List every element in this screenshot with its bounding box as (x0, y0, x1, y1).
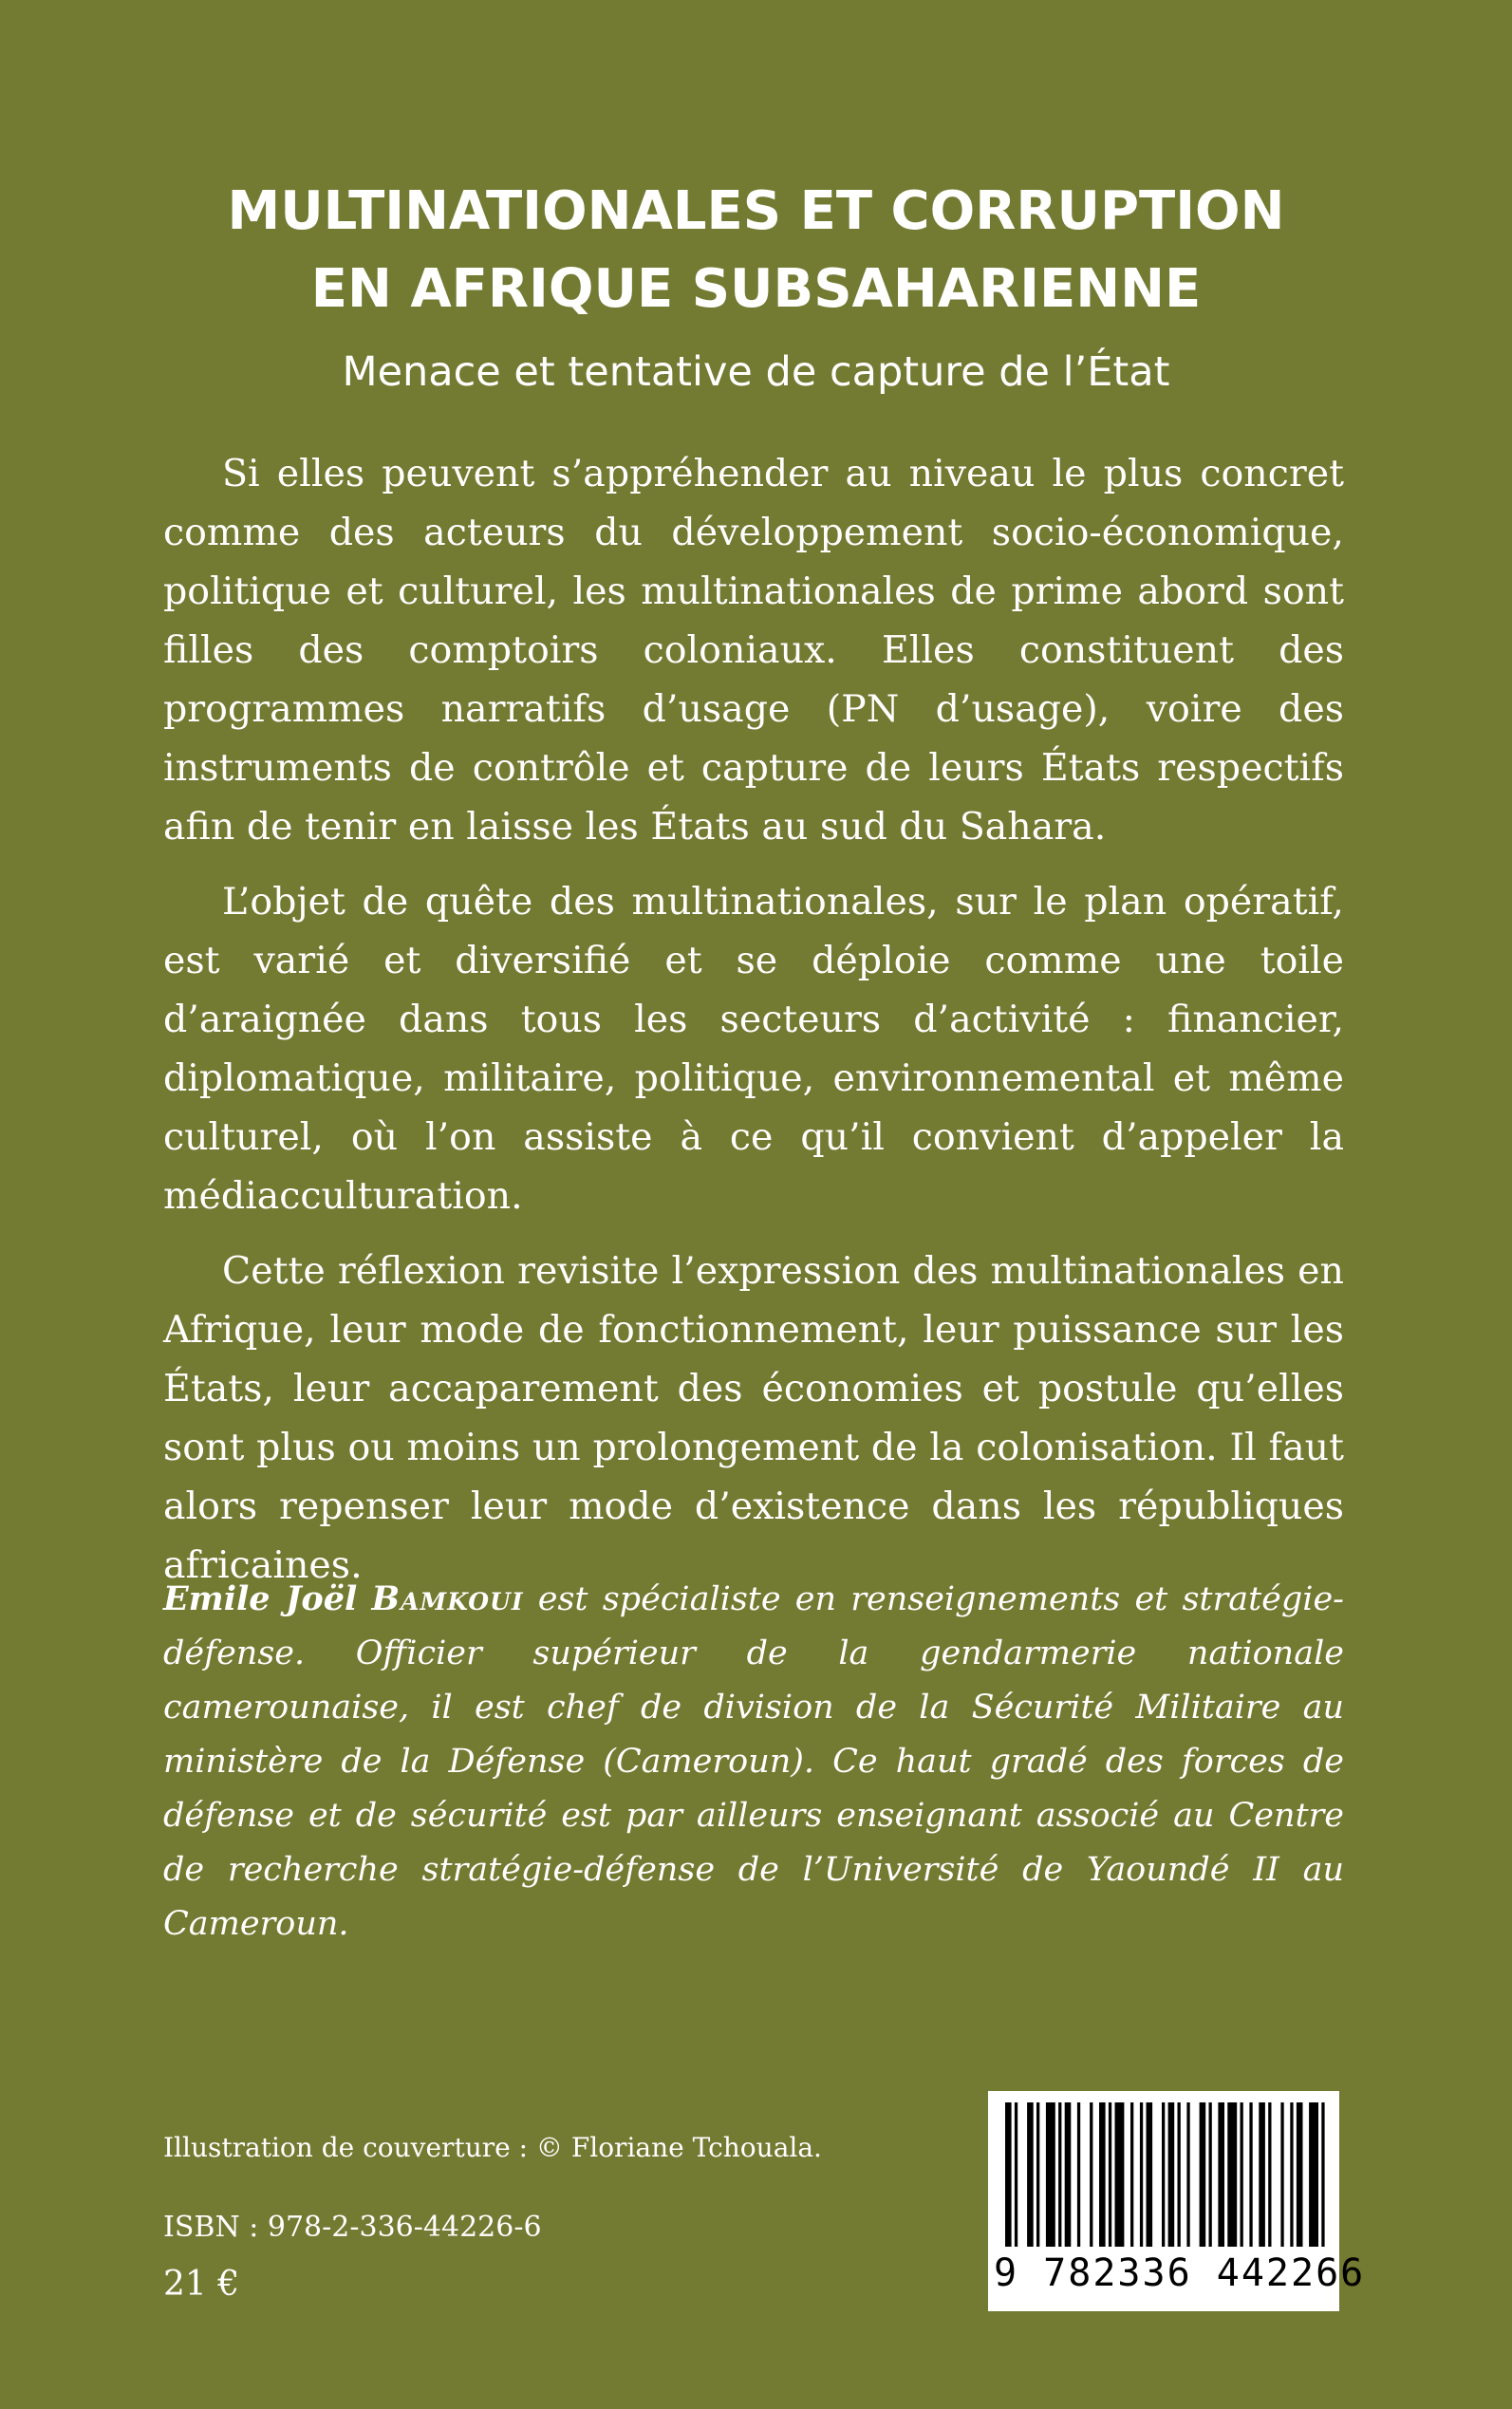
author-first-name: Emile Joël (163, 1579, 358, 1618)
barcode-bar (1115, 2102, 1125, 2247)
title-line-2: EN AFRIQUE SUBSAHARIENNE (310, 258, 1202, 320)
barcode-bar (1162, 2102, 1165, 2247)
author-bio-text: est spécialiste en renseignements et stratégie-défense. Officier supérieur de la gendarmerie nationale camerounaise, il est chef de division de la Sécurité Militaire au ministère de la Défense (Cameroun). Ce haut gradé des forces de défense et de sécurité est par ailleurs enseignant associé au Centre de recherche stratégie-défense de l’Université de Yaoundé II au Cameroun. (163, 1580, 1344, 1943)
blurb-paragraph: Cette réflexion revisite l’expression des multinationales en Afrique, leur mode de fonctionnement, leur puissance sur les États, leur accaparement des économies et postule qu’elles sont plus ou moins un prolongement de la colonisation. Il faut alors repenser leur mode d’existence dans les républiques africaines. (163, 1249, 1344, 1587)
barcode-bar (1046, 2102, 1055, 2247)
barcode-bar (1130, 2102, 1133, 2247)
barcode-bar (1259, 2102, 1265, 2247)
barcode-bar (1268, 2102, 1271, 2247)
price: 21 € (163, 2265, 240, 2304)
author-bio (163, 1572, 1344, 1951)
barcode-bar (1168, 2102, 1175, 2247)
barcode-bar (1178, 2102, 1181, 2247)
barcode-bars-icon (998, 2102, 1330, 2254)
barcode-bar (1036, 2102, 1039, 2247)
barcode-digits: 9 782336 442266 (994, 2251, 1366, 2295)
barcode-bar (1005, 2102, 1012, 2247)
barcode-bar (1249, 2102, 1252, 2247)
blurb-paragraph: L’objet de quête des multinationales, sur le plan opératif, est varié et diversifié et se déploie comme une toile d’araignée dans tous les secteurs d’activité : financier, diplomatique, militaire, politique, environnemental et même culturel, où l’on assiste à ce qu’il convient d’appeler la médiacculturation. (163, 880, 1344, 1218)
barcode-bar (1290, 2102, 1293, 2247)
barcode (988, 2091, 1366, 2311)
barcode-bar (1241, 2102, 1243, 2247)
barcode-bar (1109, 2102, 1111, 2247)
barcode-bar (1227, 2102, 1237, 2247)
barcode-bar (1321, 2102, 1324, 2247)
blurb (163, 444, 1344, 1611)
isbn: ISBN : 978-2-336-44226-6 (163, 2211, 542, 2244)
barcode-bar (1297, 2102, 1303, 2247)
barcode-bar (1209, 2102, 1212, 2247)
barcode-bar (1309, 2102, 1318, 2247)
book-subtitle: Menace et tentative de capture de l’État (342, 348, 1170, 396)
barcode-bar (1027, 2102, 1034, 2247)
barcode-bar (1065, 2102, 1072, 2247)
barcode-bar (1186, 2102, 1189, 2247)
barcode-bar (1200, 2102, 1206, 2247)
book-title (0, 173, 1512, 328)
barcode-bar (1280, 2102, 1283, 2247)
author-last-name: Bamkoui (371, 1579, 524, 1618)
barcode-bar (1099, 2102, 1106, 2247)
barcode-bar (1218, 2102, 1224, 2247)
barcode-bar (1140, 2102, 1143, 2247)
illustration-credit: Illustration de couverture : © Floriane Tchouala. (163, 2132, 822, 2163)
barcode-bar (1090, 2102, 1092, 2247)
barcode-bar (1015, 2102, 1017, 2247)
blurb-paragraph: Si elles peuvent s’appréhender au niveau le plus concret comme des acteurs du développement socio-économique, politique et culturel, les multinationales de prime abord sont filles des comptoirs coloniaux. Elles constituent des programmes narratifs d’usage (PN d’usage), voire des instruments de contrôle et capture de leurs États respectifs afin de tenir en laisse les États au sud du Sahara. (163, 452, 1344, 849)
barcode-bar (1147, 2102, 1153, 2247)
barcode-bar (1058, 2102, 1061, 2247)
title-line-1: MULTINATIONALES ET CORRUPTION (227, 180, 1285, 242)
barcode-bar (1077, 2102, 1080, 2247)
